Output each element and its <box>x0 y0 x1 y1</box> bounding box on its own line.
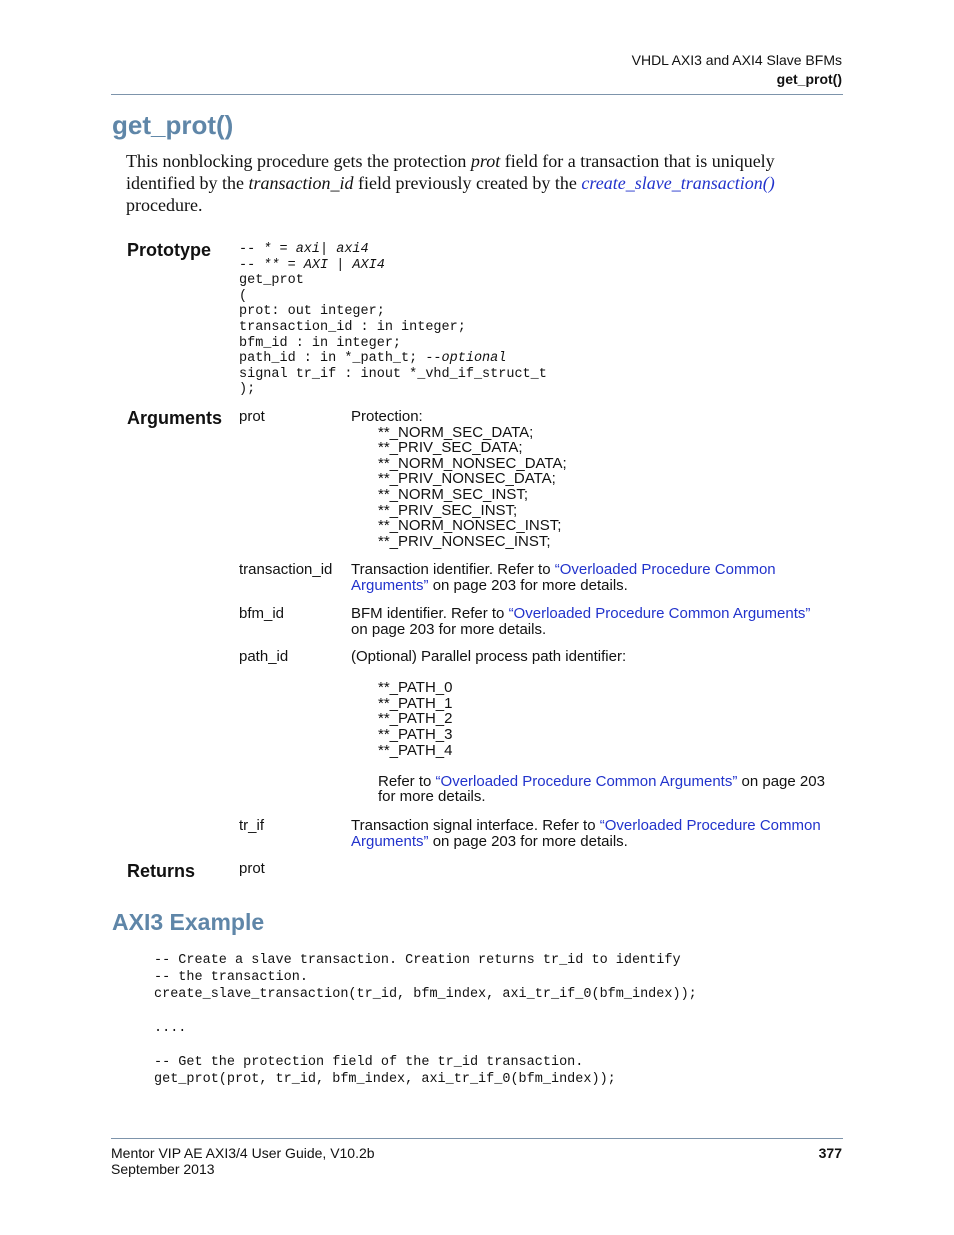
header-rule <box>111 94 843 95</box>
overloaded-args-link-4[interactable]: “Overloaded Procedure Common <box>599 817 821 834</box>
arg-desc-transaction-id: Transaction identifier. Refer to “Overloaded Procedure Common Arguments” on page 203 for more details. <box>351 561 776 594</box>
returns-label: Returns <box>127 861 196 881</box>
arg-name-bfm-id: bfm_id <box>239 605 285 622</box>
arg-desc-prot: Protection: **_NORM_SEC_DATA; **_PRIV_SEC_DATA; **_NORM_NONSEC_DATA; **_PRIV_NONSEC_DATA; **_NORM_SEC_INST; **_PRIV_SEC_INST; **_NORM_NONSEC_INST; **_PRIV_NONSEC_INST; <box>351 408 567 550</box>
page-title: get_prot() <box>112 110 234 140</box>
arg-name-tr-if: tr_if <box>239 817 265 834</box>
overloaded-args-link-1[interactable]: “Overloaded Procedure Common <box>554 561 776 578</box>
running-header-subtitle: get_prot() <box>776 71 842 87</box>
arg-name-path-id: path_id <box>239 648 289 665</box>
arg-desc-tr-if: Transaction signal interface. Refer to “Overloaded Procedure Common Arguments” on page 203 for more details. <box>351 817 821 850</box>
intro-em-prot: prot <box>470 151 501 171</box>
prototype-code: -- * = axi| axi4 -- ** = AXI | AXI4 get_prot ( prot: out integer; transaction_id : in integer; bfm_id : in integer; path_id : in *_path_t; --optional signal tr_if : inout *_vhd_if_struct_t ); <box>239 242 547 398</box>
arg-desc-path-id: (Optional) Parallel process path identifier: **_PATH_0 **_PATH_1 **_PATH_2 **_PATH_3 **_PATH_4 Refer to “Overloaded Procedure Common Arguments” on page 203 for more details. <box>351 648 825 806</box>
example-code: -- Create a slave transaction. Creation returns tr_id to identify -- the transaction. create_slave_transaction(tr_id, bfm_index, axi_tr_if_0(bfm_index)); .... -- Get the protection field of the tr_id transaction. get_prot(prot, tr_id, bfm_index, axi_tr_if_0(bfm_index)); <box>154 953 697 1087</box>
page-number: 377 <box>818 1145 842 1161</box>
overloaded-args-link-3[interactable]: “Overloaded Procedure Common Arguments” <box>435 772 738 790</box>
arg-name-prot: prot <box>239 408 265 425</box>
returns-value: prot <box>239 860 265 877</box>
footer-info <box>111 1145 375 1177</box>
footer-date: September 2013 <box>111 1161 215 1177</box>
overloaded-args-link-4b[interactable]: Arguments” <box>351 832 429 850</box>
prototype-label: Prototype <box>127 240 212 260</box>
footer-rule <box>111 1138 843 1139</box>
create-slave-transaction-link[interactable]: create_slave_transaction() <box>581 173 775 193</box>
example-heading: AXI3 Example <box>112 909 265 935</box>
arg-name-transaction-id: transaction_id <box>239 561 333 578</box>
running-header-title: VHDL AXI3 and AXI4 Slave BFMs <box>631 52 842 68</box>
footer-guide: Mentor VIP AE AXI3/4 User Guide, V10.2b <box>111 1145 375 1161</box>
overloaded-args-link-1b[interactable]: Arguments” <box>351 576 429 594</box>
arg-desc-bfm-id: BFM identifier. Refer to “Overloaded Procedure Common Arguments” on page 203 for more details. <box>351 605 811 638</box>
arguments-label: Arguments <box>127 408 223 428</box>
intro-paragraph: This nonblocking procedure gets the protection prot field for a transaction that is uniquely identified by the transaction_id field previously created by the create_slave_transaction() procedure. <box>126 151 775 215</box>
intro-em-transaction-id: transaction_id <box>248 173 354 193</box>
overloaded-args-link-2[interactable]: “Overloaded Procedure Common Arguments” <box>508 605 811 622</box>
